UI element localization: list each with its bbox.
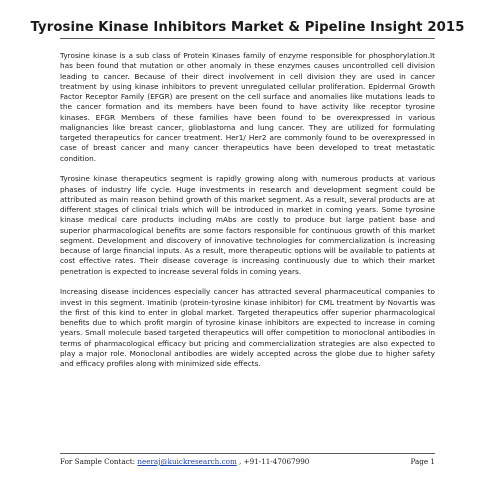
footer-divider [60, 453, 435, 454]
title-divider [60, 38, 435, 39]
footer-phone: , +91-11-47067990 [236, 457, 310, 466]
footer-contact [60, 456, 309, 468]
document-title: Tyrosine Kinase Inhibitors Market & Pipeline Insight 2015 [30, 20, 465, 35]
footer-email-link[interactable]: neeraj@kuickresearch.com [137, 457, 237, 466]
paragraph-2: Tyrosine kinase therapeutics segment is rapidly growing along with numerous products at various phases of industry life cycle. Huge investments in research and development segment could be attributed as main reason behind growth of this market segment. As a result, several products are at different stages of clinical trials which will be introduced in market in coming years. Some tyrosine kinase medical care products including mAbs are costly to produce but large patient base and superior pharmacological benefits are some factors responsible for continuous growth of this market segment. Development and discovery of innovative technologies for commercialization is increasing because of large financial inputs. As a result, more therapeutic options will be available to patients at cost effective rates. Their disease coverage is increasing continuously due to which their market penetration is expected to increase several folds in coming years. [60, 174, 435, 276]
paragraph-3: Increasing disease incidences especially cancer has attracted several pharmaceutical companies to invest in this segment. Imatinib (protein-tyrosine kinase inhibitor) for CML treatment by Novartis was the first of this kind to enter in global market. Targeted therapeutics offer superior pharmacological benefits due to which profit margin of tyrosine kinase inhibitors are expected to increase in coming years. Small molecule based targeted therapeutics will offer competition to monoclonal antibodies in terms of pharmacological efficacy but pricing and commercialization strategies are also expected to play a major role. Monoclonal antibodies are widely accepted across the globe due to higher safety and efficacy profiles along with minimized side effects. [60, 287, 435, 368]
document-body [60, 51, 435, 380]
paragraph-1: Tyrosine kinase is a sub class of Protein Kinases family of enzyme responsible for phosphorylation.It has been found that mutation or other anomaly in these enzymes causes uncontrolled cell division leading to cancer. Because of their direct involvement in cell division they are used in cancer treatment by using kinase inhibitors to prevent unregulated cellular proliferation. Epidermal Growth Factor Receptor Family (EFGR) are present on the cell surface and anomalies like mutations leads to the cancer formation and its members have been found to have activity like receptor tyrosine kinases. EFGR Members of these families have been found to be overexpressed in various malignancies like breast cancer, glioblastoma and lung cancer. They are utilized for formulating targeted therapeutics for cancer treatment. Her1/ Her2 are commonly found to be overexpressed in case of breast cancer and many cancer therapeutics have been developed to treat metastatic condition. [60, 51, 435, 163]
footer-contact-prefix: For Sample Contact: [60, 457, 138, 466]
page-footer [60, 456, 435, 468]
page-number: Page 1 [410, 457, 435, 466]
